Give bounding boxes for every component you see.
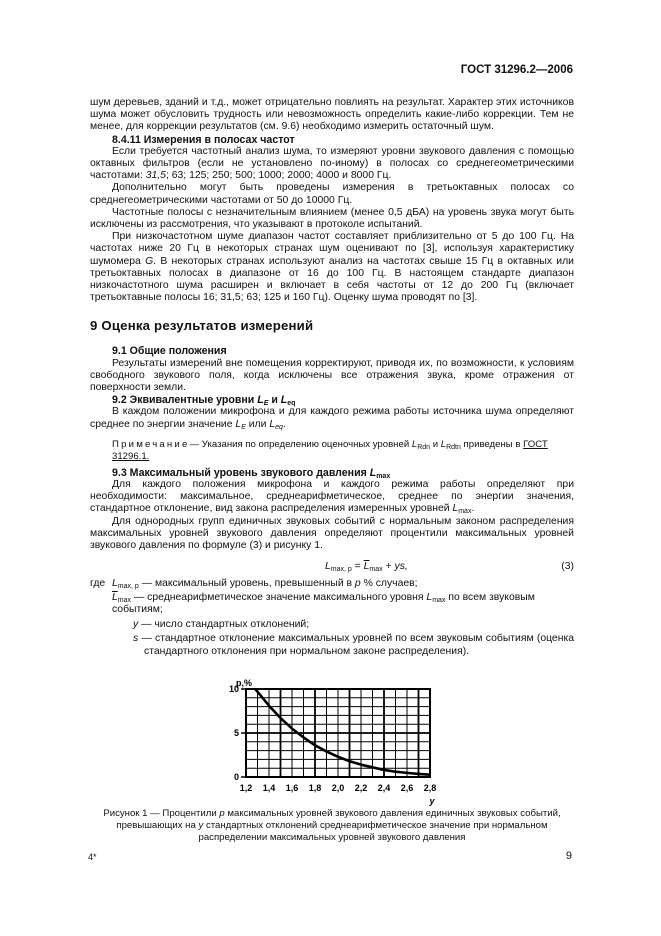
symbol: eq — [275, 423, 283, 431]
symbol: L — [325, 561, 331, 573]
y-axis-label: p,% — [235, 677, 253, 688]
symbol: max — [376, 472, 391, 480]
section-heading-9: 9 Оценка результатов измерений — [90, 318, 314, 334]
x-tick-label: 1,2 — [239, 782, 253, 793]
text: стандартных отклонений среднеарифметическое значение при нормальном — [203, 819, 548, 831]
heading-8-4-11: 8.4.11 Измерения в полосах частот — [112, 133, 295, 146]
text: Рисунок 1 — Процентили — [103, 807, 220, 819]
figure-caption — [80, 808, 584, 844]
spacer — [90, 619, 133, 631]
symbol: max — [458, 508, 472, 516]
figure-1-chart — [215, 676, 455, 808]
symbol: L — [411, 438, 418, 450]
text: = — [351, 561, 364, 573]
text: + ys, — [382, 561, 408, 573]
symbol: Rdn — [417, 443, 431, 451]
spacer — [90, 592, 112, 616]
text: 9.3 Максимальный уровень звукового давления — [112, 466, 370, 479]
text: — Указания по определению оценочных уровней — [189, 438, 412, 450]
text: 9.2 Эквивалентные уровни — [112, 394, 258, 407]
symbol: $\overline{L}$ — [112, 592, 118, 604]
paragraph-insignificant-bands: Частотные полосы с незначительным влиянием (менее 0,5 дБА) на уровень звука могут быть исключены из рассмотрения, что указывают в протоколе испытаний. — [90, 206, 574, 231]
text: 31,5 — [145, 170, 166, 182]
percentile-curve — [255, 689, 430, 775]
sheet-mark: 4* — [88, 852, 97, 862]
paragraph-equivalent-levels: В каждом положении микрофона и для каждого режима работы источника шума определяют среднее по энергии значение $L_E$ или $L_{eq}$. — [90, 406, 574, 431]
note-label: Примечание — [112, 438, 190, 450]
symbol: L — [269, 418, 276, 430]
x-tick-label: 2,4 — [377, 782, 391, 793]
formula-3-row — [90, 561, 574, 573]
formula-3 — [325, 561, 408, 573]
text: При низкочастотном шуме диапазон частот составляет приблизительно от 5 до 100 Гц. На частотах ниже 20 Гц в некоторых странах шум оценивают по [3], используя характеристику шумомера — [90, 231, 574, 267]
paragraph-third-octave: Дополнительно могут быть проведены измерения в третьоктавных полосах со среднегеометрическими частотами от 50 до 10000 Гц. — [90, 182, 574, 206]
text: В каждом положении микрофона и для каждого режима работы источника шума определяют среднее по энергии значение — [90, 406, 574, 430]
x-tick-label: 1,6 — [285, 782, 299, 793]
symbol: L — [112, 577, 118, 589]
gost-reference-link[interactable]: ГОСТ 31296.1. — [112, 438, 548, 462]
symbol: Rdtn — [446, 443, 461, 451]
text: превышающих на — [116, 819, 199, 831]
symbol: max — [432, 597, 446, 605]
symbol: L — [369, 466, 377, 479]
paragraph-general: Результаты измерений вне помещения корректируют, приводя их, по возможности, к условиям свободного звукового поля, когда исключены все отражения звука, кроме отражения от поверхности земли. — [90, 357, 574, 394]
symbol: s — [133, 633, 139, 645]
text — [112, 578, 574, 590]
text: по всем звуковым событиям; — [112, 592, 535, 616]
text: максимальных уровней звукового давления единичных звуковых событий, — [224, 807, 561, 819]
page-number: 9 — [565, 850, 572, 862]
x-axis-label: y — [429, 795, 435, 806]
x-tick-label: 2,8 — [423, 782, 437, 793]
note — [90, 439, 574, 463]
text: — число стандартных отклонений; — [141, 618, 310, 630]
y-tick-label: 10 — [228, 683, 239, 694]
text: — стандартное отклонение максимальных уровней по всем звуковым событиям (оценка стандартного отклонения при нормальном законе распределения). — [141, 633, 575, 657]
definition-where: где — [90, 577, 106, 589]
spacer — [90, 633, 133, 657]
symbol: L — [452, 503, 459, 515]
x-tick-label: 2,6 — [400, 782, 414, 793]
definition-lmaxp — [90, 578, 574, 590]
text: % случаев; — [360, 577, 418, 589]
heading-9-2 — [90, 394, 574, 406]
paragraph-residual-noise: шум деревьев, зданий и т.д., может отрицательно повлиять на результат. Характер этих источников шума может обусловить трудность или невозможность определить какие-либо коррекции. Тем не менее, для коррекции результатов (см. 9.6) необходимо измерить остаточный шум. — [90, 97, 574, 133]
paragraph-low-frequency — [90, 231, 574, 304]
definition-lmax-mean — [90, 592, 574, 616]
formula-number: (3) — [561, 561, 574, 573]
caption-line — [80, 808, 584, 820]
caption-line: распределении максимальных уровней звукового давления — [198, 831, 466, 843]
caption-line — [80, 820, 584, 832]
definition-y — [90, 619, 574, 631]
text: и — [430, 438, 441, 450]
symbol: max, p — [117, 582, 139, 590]
heading-9-1: 9.1 Общие положения — [112, 345, 227, 358]
page-content — [90, 97, 574, 844]
y-tick-label: 0 — [233, 771, 239, 782]
text — [133, 633, 574, 657]
text: G — [145, 255, 154, 267]
text: ; 63; 125; 250; 500; 1000; 2000; 4000 и 8000 Гц. — [165, 170, 392, 182]
x-tick-label: 2,2 — [354, 782, 368, 793]
paragraph-max-level: Для каждого положения микрофона и каждого режима работы определяют при необходимости: максимальное, среднеарифметическое, среднее по энергии значения, стандартное отклонение, вид закона распределения измеренных уровней $L_{max}$. — [90, 479, 574, 516]
symbol: y — [133, 618, 139, 630]
symbol: L — [280, 394, 288, 407]
symbol: eq — [287, 400, 296, 408]
symbol: p — [219, 807, 225, 819]
symbol: E — [263, 400, 269, 408]
symbol: E — [241, 423, 246, 431]
text: — среднеарифметическое значение максимального уровня — [133, 592, 427, 604]
symbol: max — [117, 597, 132, 605]
symbol: L — [235, 418, 242, 430]
document-header: ГОСТ 31296.2—2006 — [460, 64, 573, 76]
x-tick-label: 2,0 — [331, 782, 345, 793]
symbol: p — [354, 577, 361, 589]
text: Для каждого положения микрофона и каждого режима работы определяют при необходимости: максимальное, среднеарифметическое, среднее по энергии значения, стандартное отклонение, вид закона распределения измеренных уровней — [90, 479, 574, 515]
symbol: L — [257, 394, 264, 407]
x-tick-label: 1,4 — [262, 782, 276, 793]
text: приведены в — [460, 438, 524, 450]
text: Если требуется частотный анализ шума, то измеряют уровни звукового давления с помощью октавных фильтров (если не установлено по-иному) в полосах со среднегеометрическими частотами: — [90, 145, 574, 182]
symbol: L — [440, 438, 447, 450]
symbol: $\overline{L}$ — [363, 561, 370, 573]
text: . В некоторых странах используют анализ на частотах свыше 15 Гц в октавных или третьоктавных полосах в диапазоне от 16 до 100 Гц. В настоящем стандарте диапазон низкочастотного шума расширен и включает в себя частоты от 12 до 200 Гц (включает третьоктавные полосы 16; 31,5; 63; 125 и 160 Гц). Оценку шума проводят по [3]. — [90, 255, 574, 304]
text: и — [268, 394, 281, 407]
symbol: L — [426, 592, 433, 604]
symbol: max — [369, 566, 383, 574]
text: или — [245, 418, 270, 430]
heading-9-3 — [90, 467, 574, 479]
paragraph-octave-analysis — [90, 146, 574, 183]
symbol: max, p — [330, 566, 352, 574]
paragraph-percentiles: Для однородных групп единичных звуковых событий с нормальным законом распределения максимальных уровней звукового давления определяют процентили максимальных уровней звукового давления по формуле (3) и рисунку 1. — [90, 515, 574, 552]
x-tick-label: 1,8 — [308, 782, 322, 793]
text — [112, 592, 574, 616]
text: — максимальный уровень, превышенный в — [141, 577, 355, 589]
definition-s — [90, 633, 574, 657]
text — [133, 619, 574, 631]
y-tick-label: 5 — [233, 727, 239, 738]
symbol: y — [198, 819, 204, 831]
